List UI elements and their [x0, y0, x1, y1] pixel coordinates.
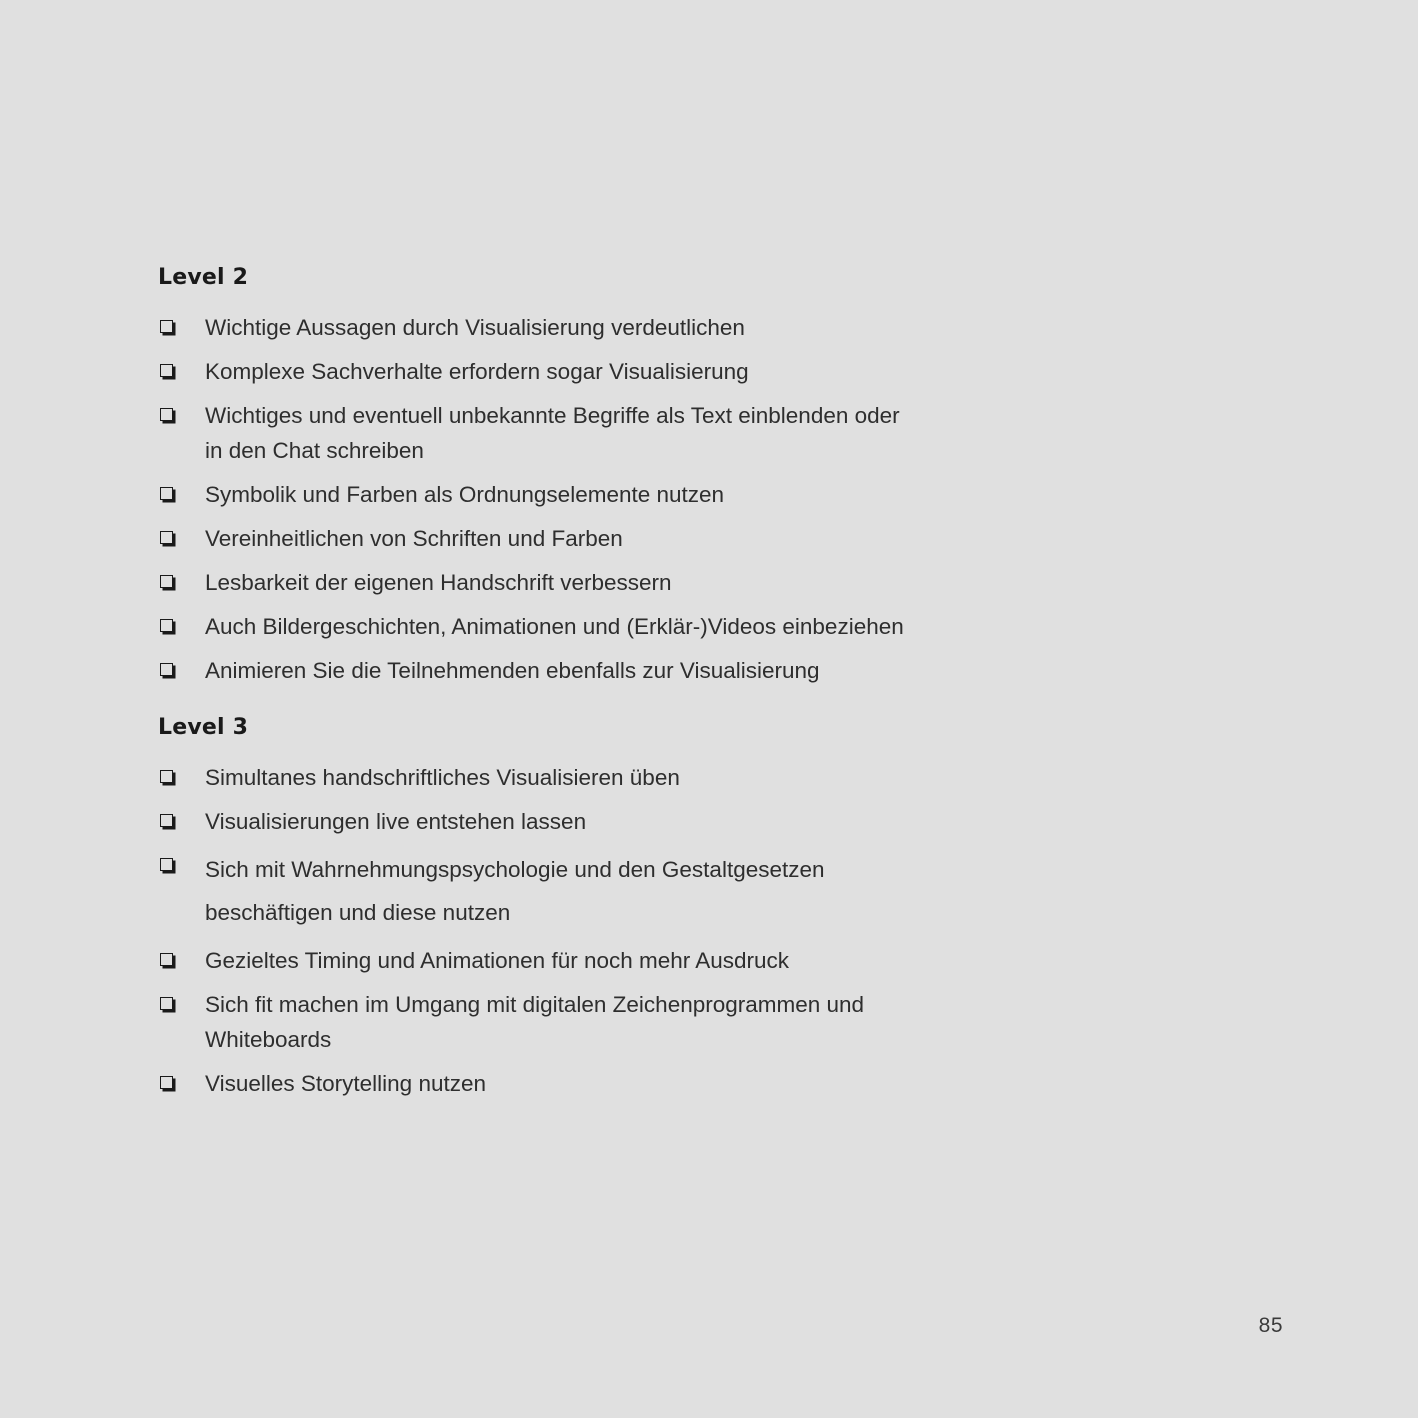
- checklist-item: [158, 943, 918, 978]
- checkbox-icon: [160, 858, 173, 871]
- checklist-item-text: Lesbarkeit der eigenen Handschrift verbessern: [205, 570, 672, 595]
- checkbox-icon: [160, 663, 173, 676]
- checklist-item: [158, 804, 918, 839]
- checklist-item-text: Wichtiges und eventuell unbekannte Begriffe als Text einblenden oder in den Chat schreiben: [205, 403, 900, 463]
- checklist: [158, 760, 918, 1101]
- checklist-item-text: Symbolik und Farben als Ordnungselemente nutzen: [205, 482, 725, 507]
- checklist-item-text: Vereinheitlichen von Schriften und Farben: [205, 526, 623, 551]
- checklist-item-text: Komplexe Sachverhalte erfordern sogar Visualisierung: [205, 359, 749, 384]
- checkbox-icon: [160, 619, 173, 632]
- checkbox-icon: [160, 1076, 173, 1089]
- page-number: 85: [1258, 1314, 1283, 1337]
- page-content: [158, 262, 918, 1110]
- checkbox-icon: [160, 997, 173, 1010]
- section-level-2: [158, 262, 918, 688]
- checklist-item: [158, 398, 918, 468]
- checklist-item: [158, 477, 918, 512]
- checkbox-icon: [160, 814, 173, 827]
- checklist-item-text: Visualisierungen live entstehen lassen: [205, 809, 587, 834]
- checklist-item-text: Animieren Sie die Teilnehmenden ebenfalls zur Visualisierung: [205, 658, 820, 683]
- section-heading: Level 2: [158, 265, 249, 290]
- checkbox-icon: [160, 408, 173, 421]
- checklist-item: [158, 565, 918, 600]
- checklist-item-text: Gezieltes Timing und Animationen für noch mehr Ausdruck: [205, 948, 790, 973]
- checklist-item: [158, 609, 918, 644]
- checklist-item-text: Simultanes handschriftliches Visualisieren üben: [205, 765, 680, 790]
- checklist-item: [158, 521, 918, 556]
- checkbox-icon: [160, 320, 173, 333]
- checkbox-icon: [160, 770, 173, 783]
- checklist-item-text: Sich mit Wahrnehmungspsychologie und den Gestaltgesetzen beschäftigen und diese nutzen: [205, 857, 825, 925]
- checklist-item: [158, 760, 918, 795]
- checkbox-icon: [160, 953, 173, 966]
- section-heading: Level 3: [158, 715, 249, 740]
- checklist-item-text: Sich fit machen im Umgang mit digitalen Zeichenprogrammen und Whiteboards: [205, 992, 865, 1052]
- checklist-item-text: Wichtige Aussagen durch Visualisierung verdeutlichen: [205, 315, 745, 340]
- checklist-item-text: Auch Bildergeschichten, Animationen und (Erklär-)Videos einbeziehen: [205, 614, 904, 639]
- checklist-item: [158, 310, 918, 345]
- checkbox-icon: [160, 531, 173, 544]
- checklist-item: [158, 653, 918, 688]
- checklist-item-text: Visuelles Storytelling nutzen: [205, 1071, 486, 1096]
- checkbox-icon: [160, 364, 173, 377]
- checkbox-icon: [160, 575, 173, 588]
- section-level-3: [158, 712, 918, 1101]
- checklist: [158, 310, 918, 688]
- checklist-item: [158, 1066, 918, 1101]
- checklist-item: [158, 848, 918, 934]
- checkbox-icon: [160, 487, 173, 500]
- checklist-item: [158, 354, 918, 389]
- checklist-item: [158, 987, 918, 1057]
